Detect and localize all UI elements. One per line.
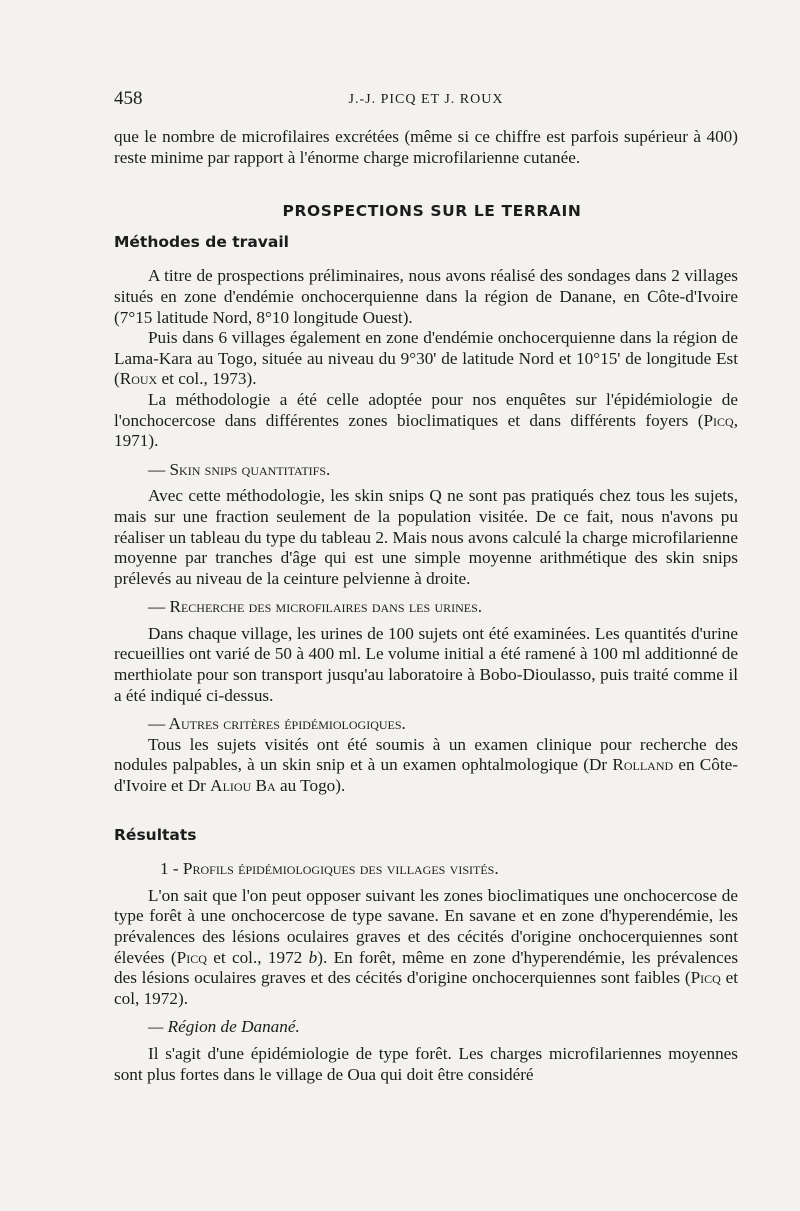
subheading-text: — Recherche des microfilaires dans les urines.	[148, 597, 483, 617]
running-title: J.-J. PICQ ET J. ROUX	[348, 92, 504, 107]
criteria-paragraph	[114, 735, 738, 797]
running-header	[114, 88, 738, 112]
text-run: Tous les sujets visités ont été soumis à un examen clinique pour recherche des nodules palpables, à un skin snip et à un examen ophtalmologique (Dr	[114, 734, 738, 775]
author-name: Picq	[690, 968, 721, 988]
author-name: Rolland	[612, 755, 674, 775]
subheading-text: — Autres critères épidémiologiques.	[148, 714, 406, 734]
methods-paragraph-1: A titre de prospections préliminaires, nous avons réalisé des sondages dans 2 villages situés en zone d'endémie onchocerquienne dans la région de Danane, en Côte-d'Ivoire (7°15 latitude Nord, 8°10 longitude Ouest).	[114, 266, 738, 327]
criteria-heading	[114, 714, 738, 735]
region-heading	[114, 1017, 738, 1038]
article-body	[114, 127, 738, 1085]
skin-snips-heading	[114, 460, 738, 481]
text-run: et col, 1972).	[114, 968, 739, 1008]
urines-paragraph: Dans chaque village, les urines de 100 sujets ont été examinées. Les quantités d'urine recueillies ont varié de 50 à 400 ml. Le volume initial a été ramené à 100 ml additionné de merthiolate pour son transport jusqu'au laboratoire à Bobo-Dioulasso, puis traité comme il a été indiqué ci-dessus.	[114, 623, 738, 705]
text-run: Puis dans 6 villages également en zone d'endémie onchocerquienne dans la région de Lama-Kara au Togo, située au niveau du 9°30' de latitude Nord et 10°15' de longitude Est (	[114, 328, 738, 389]
intro-paragraph: que le nombre de microfilaires excrétées (même si ce chiffre est parfois supérieur à 400) reste minime par rapport à l'énorme charge microfilarienne cutanée.	[114, 127, 738, 167]
page-number: 458	[114, 88, 143, 109]
results-paragraph-1	[114, 886, 738, 1010]
results-subheading-1	[114, 859, 738, 880]
text-run: et col., 1973).	[157, 369, 257, 389]
urines-heading	[114, 597, 738, 618]
subheading-text: — Région de Danané.	[148, 1017, 300, 1037]
subheading-text: — Skin snips quantitatifs.	[148, 459, 331, 479]
author-name: Aliou Ba	[210, 776, 276, 796]
text-run: , 1971).	[114, 410, 738, 451]
methods-heading: Méthodes de travail	[114, 232, 289, 251]
text-run: et col., 1972	[206, 947, 309, 967]
text-run: au Togo).	[275, 776, 346, 796]
author-name: Roux	[119, 369, 158, 389]
region-paragraph: Il s'agit d'une épidémiologie de type forêt. Les charges microfilariennes moyennes sont plus fortes dans le village de Oua qui doit être considéré	[114, 1043, 738, 1084]
section-title: PROSPECTIONS SUR LE TERRAIN	[282, 202, 582, 221]
author-name: Picq	[703, 410, 734, 430]
methods-paragraph-3	[114, 390, 738, 452]
text-run: en Côte-d'Ivoire et Dr	[114, 755, 738, 796]
subheading-text: 1 - Profils épidémiologiques des villages visités.	[160, 859, 499, 879]
text-run: La méthodologie a été celle adoptée pour nos enquêtes sur l'épidémiologie de l'onchocercose dans différentes zones bioclimatiques et dans différents foyers (	[114, 389, 738, 430]
results-heading: Résultats	[114, 825, 197, 844]
author-name: Picq	[176, 947, 207, 967]
text-run: L'on sait que l'on peut opposer suivant les zones bioclimatiques une onchocercose de type forêt à une onchocercose de type savane. En savane et en zone d'hyperendémie, les prévalences des lésions oculaires graves et des cécités d'origine onchocerquiennes sont élevées (	[114, 885, 738, 967]
skin-snips-paragraph: Avec cette méthodologie, les skin snips Q ne sont pas pratiqués chez tous les sujets, mais sur une fraction seulement de la population visitée. De ce fait, nous n'avons pu réaliser un tableau du type du tableau 2. Mais nous avons calculé la charge microfilarienne moyenne par tranches d'âge qui est une simple moyenne arithmétique des skin snips prélevés au niveau de la ceinture pelvienne à droite.	[114, 486, 738, 588]
methods-paragraph-2	[114, 328, 738, 390]
italic-letter: b	[308, 947, 318, 967]
text-run: ). En forêt, même en zone d'hyperendémie, les prévalences des lésions oculaires graves et des cécités d'origine onchocerquiennes sont faibles (	[114, 947, 739, 988]
